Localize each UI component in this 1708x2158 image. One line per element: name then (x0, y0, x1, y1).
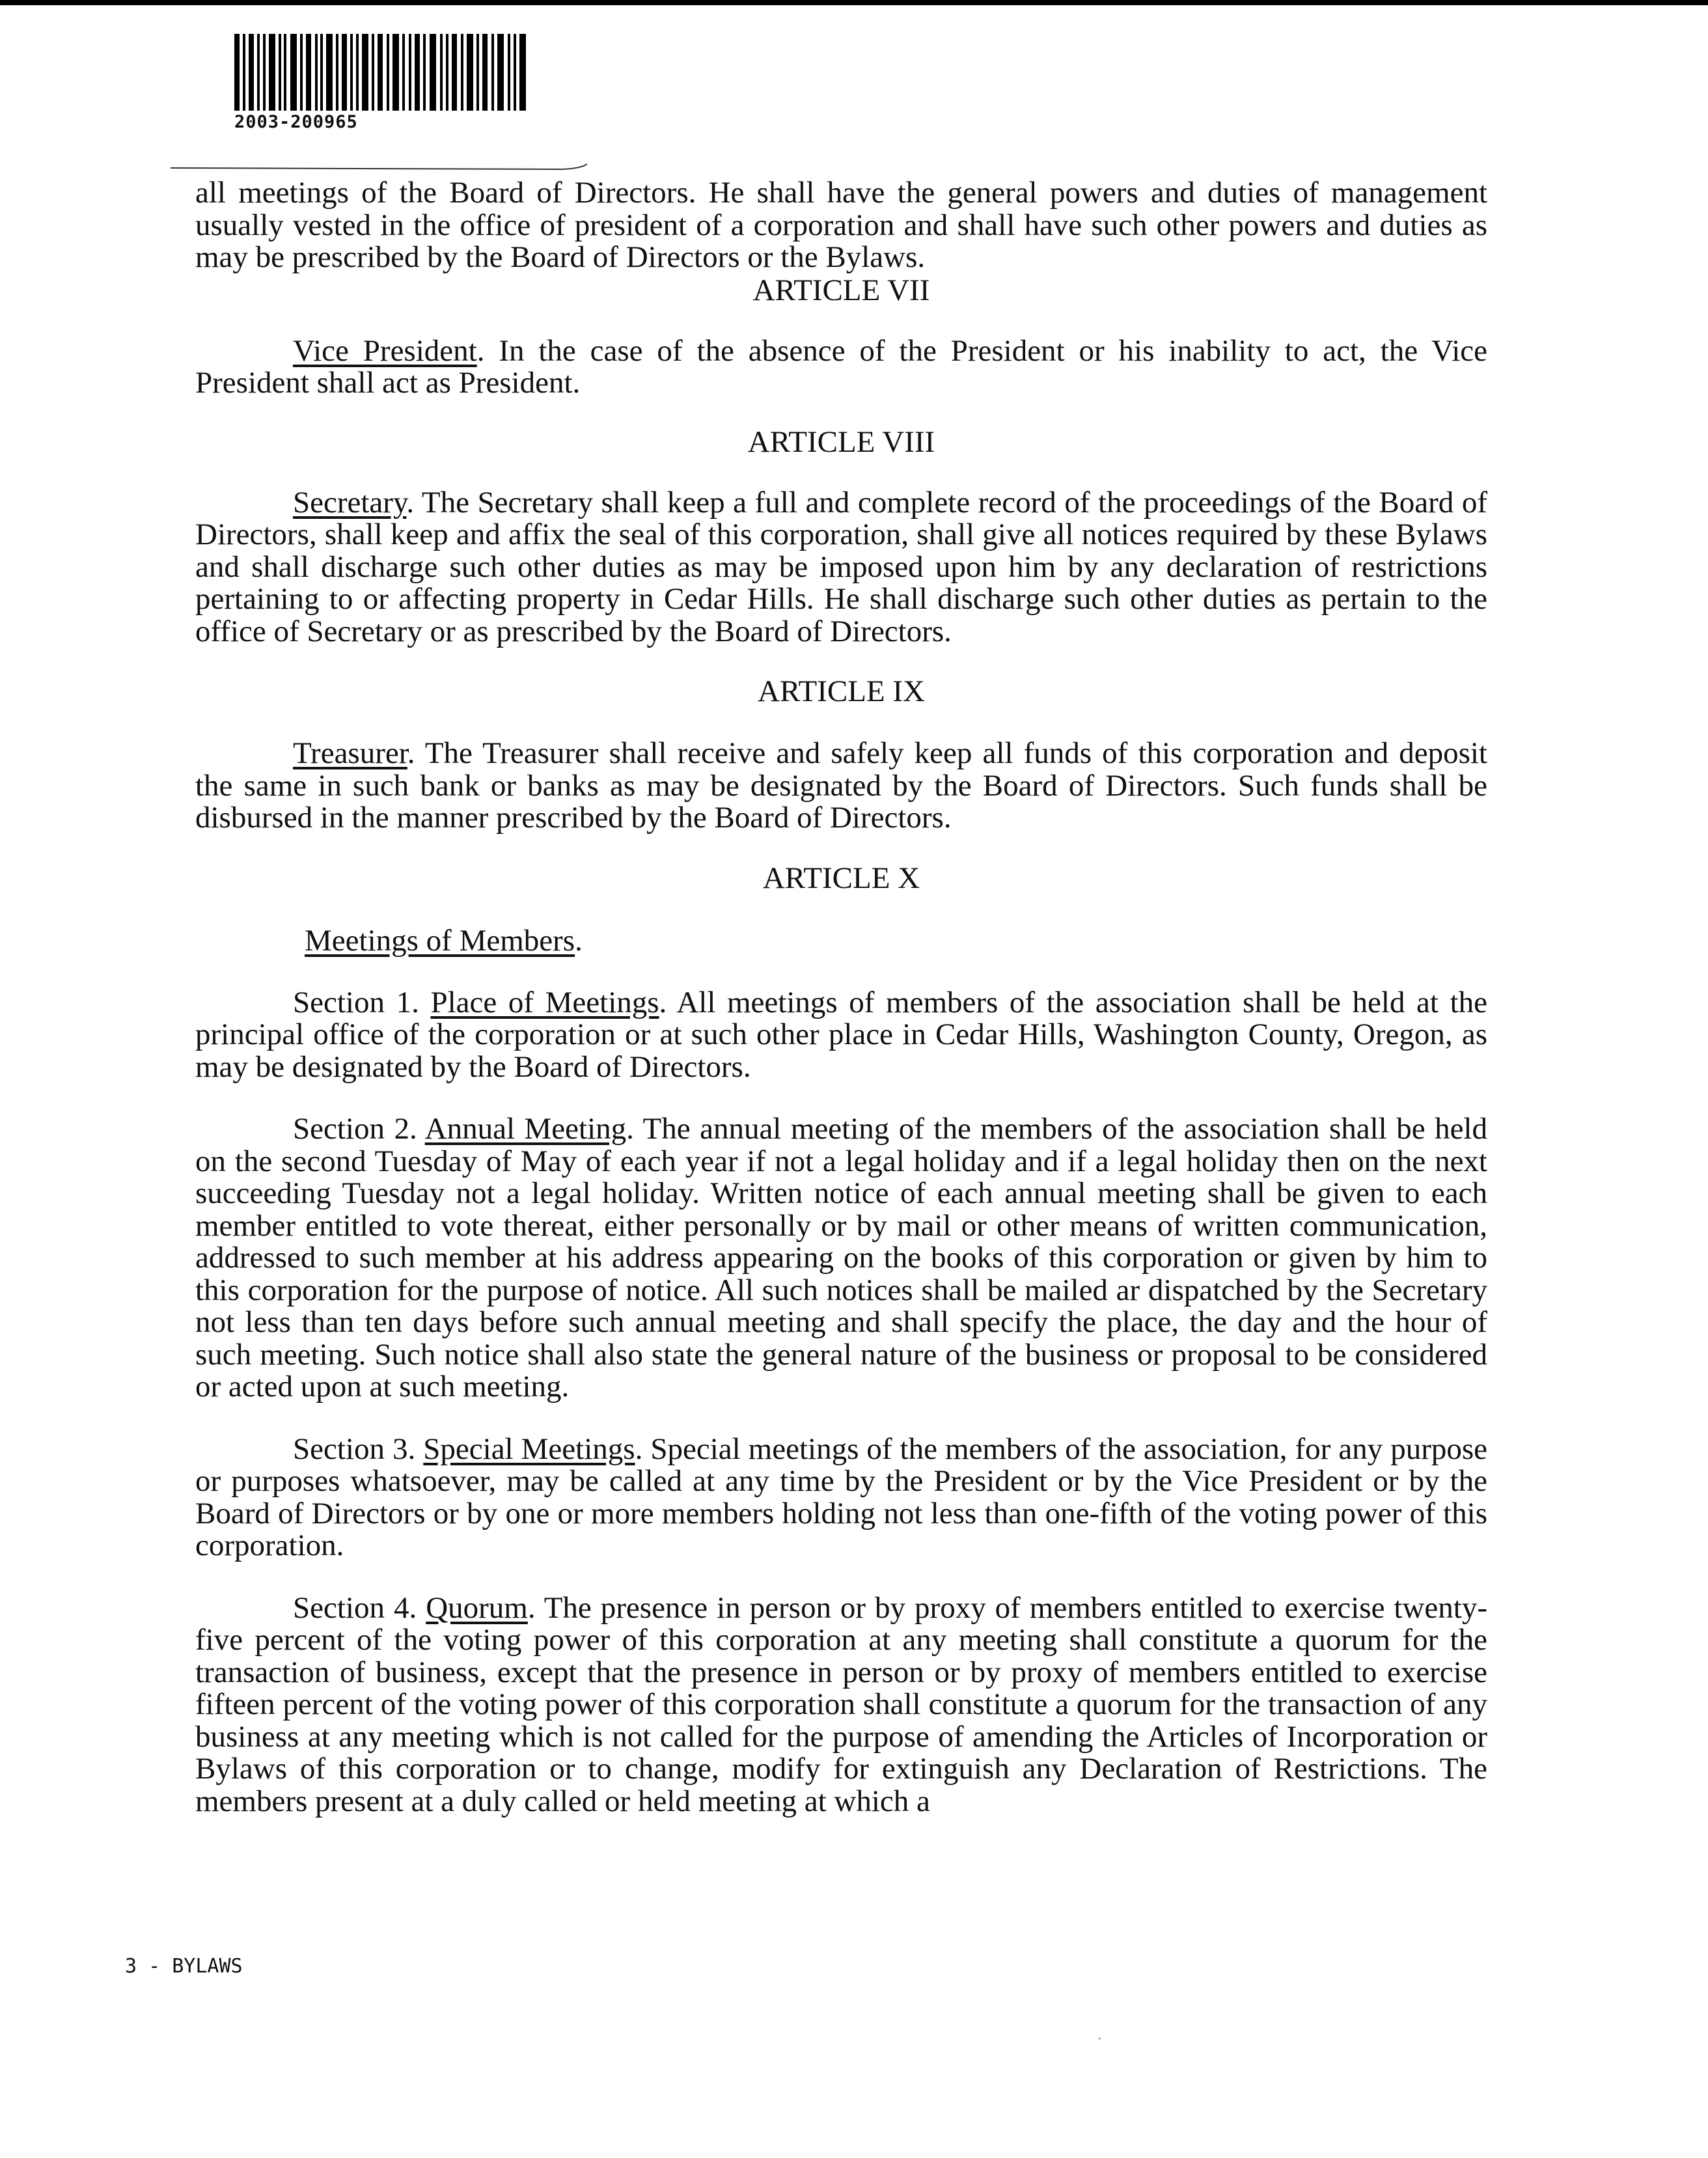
page-footer: 3 - BYLAWS (125, 1955, 243, 1978)
section-paragraph (195, 1113, 1487, 1404)
article-heading: ARTICLE X (762, 861, 920, 895)
section-label: Section 2. (293, 1112, 417, 1146)
section-label: Section 3. (293, 1432, 416, 1466)
scan-top-edge (0, 0, 1708, 5)
article-text: . The Treasurer shall receive and safely keep all funds of this corporation and deposit the same in such bank or banks as may be designated by the Board of Directors. Such funds shall be disbursed in the manner prescribed by the Board of Directors. (195, 736, 1487, 835)
section-label: Section 1. (293, 985, 419, 1019)
section-title: Quorum (426, 1590, 528, 1625)
article-paragraph (195, 335, 1487, 400)
article-title: Treasurer (293, 736, 407, 770)
section-text: . Special meetings of the members of the association, for any purpose or purposes whatsoever, may be called at any time by the President or by the Vice President or by the Board of Directors or by one or more members holding not less than one-fifth of the voting power of this corporation. (195, 1432, 1488, 1562)
section-paragraph (195, 1433, 1487, 1562)
stray-scan-line (171, 163, 587, 176)
article-heading: ARTICLE VII (752, 273, 930, 307)
section-text: . The presence in person or by proxy of members entitled to exercise twenty-five percent of the voting power of this corporation at any meeting shall constitute a quorum for the transaction of business, except that the presence in person or by proxy of members entitled to exercise fifteen percent of the voting power of this corporation shall constitute a quorum for the transaction of any business at any meeting which is not called for the purpose of amending the Articles of Incorporation or Bylaws of this corporation or to change, modify for extinguish any Declaration of Restrictions. The members present at a duly called or held meeting at which a (195, 1590, 1487, 1818)
section-title: Special Meetings (423, 1432, 635, 1466)
article-title-suffix: . (575, 923, 583, 958)
document-body (195, 177, 1487, 1818)
article-text: . In the case of the absence of the President or his inability to act, the Vice President shall act as President. (195, 333, 1487, 400)
section-paragraph (195, 987, 1487, 1084)
barcode-graphic (234, 34, 527, 111)
section-title: Annual Meeting (424, 1112, 627, 1146)
barcode-number: 2003-200965 (234, 112, 358, 132)
section-paragraph (195, 1592, 1487, 1818)
section-text: . The annual meeting of the members of the association shall be held on the second Tuesday of May of each year if not a legal holiday and if a legal holiday then on the next succeeding Tuesday not a legal holiday. Written notice of each annual meeting shall be given to each member entitled to vote thereat, either personally or by mail or other means of written communication, addressed to such member at his address appearing on the books of this corporation or given by him to this corporation for the purpose of notice. All such notices shall be mailed ar dispatched by the Secretary not less than ten days before such annual meeting and shall specify the place, the day and the hour of such meeting. Such notice shall also state the general nature of the business or proposal to be considered or acted upon at such meeting. (195, 1112, 1487, 1404)
article-title: Secretary (293, 485, 407, 519)
article-text: . The Secretary shall keep a full and complete record of the proceedings of the Board of Directors, shall keep and affix the seal of this corporation, shall give all notices required by these Bylaws and shall discharge such other duties as may be imposed upon him by any declaration of restrictions pertaining to or affecting property in Cedar Hills. He shall discharge such other duties as pertain to the office of Secretary or as prescribed by the Board of Directors. (195, 485, 1487, 648)
article-paragraph (195, 487, 1487, 648)
section-text: . All meetings of members of the association shall be held at the principal office of the corporation or at such other place in Cedar Hills, Washington County, Oregon, as may be designated by the Board of Directors. (195, 985, 1487, 1084)
scan-speck (1099, 2038, 1101, 2040)
section-label: Section 4. (293, 1590, 417, 1625)
article-subheading (195, 924, 1487, 957)
article-title: Vice President (293, 333, 477, 368)
barcode (234, 34, 527, 111)
article-title: Meetings of Members (305, 923, 575, 958)
opening-paragraph: all meetings of the Board of Directors. He shall have the general powers and duties of management usually vested in the office of president of a corporation and shall have such other powers and duties as may be prescribed by the Board of Directors or the Bylaws. (195, 176, 1487, 274)
article-heading: ARTICLE IX (758, 674, 925, 708)
article-paragraph (195, 738, 1487, 835)
article-heading: ARTICLE VIII (747, 424, 935, 459)
section-title: Place of Meetings (430, 985, 659, 1019)
